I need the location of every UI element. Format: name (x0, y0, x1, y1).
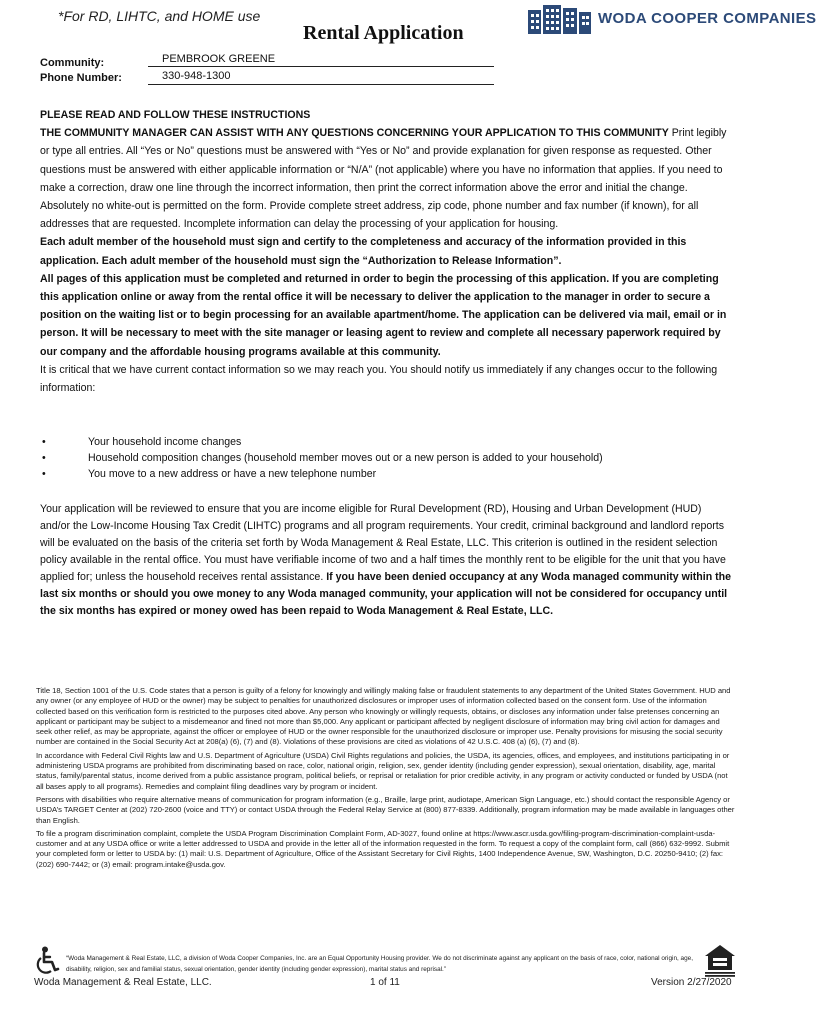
bullet-icon: • (42, 436, 46, 448)
community-label: Community: (40, 57, 105, 69)
title18-notice: Title 18, Section 1001 of the U.S. Code states that a person is guilty of a felony for knowingly and willingly making false or fraudulent statements to any department of the United States Government. HUD and any owner (or any employee of HUD or the owner) may be subject to penalties for unauthorized disclosures or improper uses of information collected based on the consent form. Use of the information collected based on this verification form is restricted to the purposes cited above. Any person who knowingly or willingly requests, obtains, or discloses any information under false pretenses concerning an applicant or participant may be subject to a misdemeanor and fined not more than $5,000. Any applicant or participant affected by negligent disclosure of information may bring civil action for damages and seek other relief, as may be appropriate, against the officer or employee of HUD or the owner responsible for the unauthorized disclosure or improper use. Penalty provisions for misusing the social security number are contained in the Social Security Act at 208(a) (6), (7) and (8). Violations of these provisions are cited as violations of 42 U.S.C. 408 (a) (6), (7) and (8). (36, 686, 731, 747)
phone-number-value: 330-948-1300 (162, 70, 231, 82)
contact-info-notice: It is critical that we have current contact information so we may reach you. You should notify us immediately if any changes occur to the following information: (40, 363, 718, 395)
complaint-filing-notice: To file a program discrimination complaint, complete the USDA Program Discrimination Complaint Form, AD-3027, found online at https://www.ascr.usda.gov/filing-program-discrimination-complaint-usda-customer and at any USDA office or write a letter addressed to USDA and provide in the letter all of the information requested in the form. To request a copy of the complaint form, call (866) 632-9992. Submit your completed form or letter to USDA by: (1) mail: U.S. Department of Agriculture, Office of the Assistant Secretary for Civil Rights, 1400 Independence Avenue, SW, Washington, D.C. 20250-9410; (2) fax: (202) 690-7442; or (3) email: program.intake@usda.gov. (36, 828, 730, 869)
eligibility-review-text: Your application will be reviewed to ensure that you are income eligible for Rural Development (RD), Housing and Urban Development (HUD) and/or the Low-Income Housing Tax Credit (LIHTC) programs and all program requirements. Your credit, criminal background and landlord reports will be evaluated on the basis of the criteria set forth by Woda Management & Real Estate, LLC. This criterion is outlined in the resident selection policy available in the rental office. You must have verifiable income of two and a half times the monthly rent to be eligible for the unit that you have applied for; unless the household receives rental assistance. (40, 503, 726, 583)
page-title: Rental Application (303, 22, 464, 44)
list-item (40, 434, 732, 450)
community-underline (148, 66, 494, 67)
community-value: PEMBROOK GREENE (162, 53, 276, 65)
bullet-icon: • (42, 452, 46, 464)
civil-rights-notice: In accordance with Federal Civil Rights law and U.S. Department of Agriculture (USDA) Civil Rights regulations and policies, the USDA, its agencies, offices, and employees, and institutions participating in or administering USDA programs are prohibited from discriminating based on race, color, national origin, religion, sex, gender identity (including gender expression), sexual orientation, disability, age, marital status, family/parental status, income derived from a public assistance program, political beliefs, or reprisal or retaliation for prior credible activity, in any program or activity conducted or funded by USDA (not all bases apply to all programs). Remedies and complaint filing deadlines vary by program or incident. (36, 750, 730, 791)
accessibility-icon (34, 946, 60, 976)
completion-notice: All pages of this application must be completed and returned in order to begin the processing of this application. If you are completing this application online or away from the rental office it will be necessary to deliver the application to the manager in order to secure a position on the waiting list or to begin processing for an available apartment/home. The application can be delivered via mail, email or in person. It will be necessary to meet with the site manager or leasing agent to review and complete all necessary paperwork required by our company and the affordable housing programs available at this community. (40, 272, 727, 358)
list-item-text: Your household income changes (88, 436, 242, 448)
instructions-paragraph (40, 124, 732, 233)
instructions-body: Print legibly or type all entries. All “Yes or No” questions must be answered with “Yes or No” and provide explanation for given response as requested. Other questions must be answered with either applicable information or “N/A” (not applicable) where you have no information that applies. If you need to make a correction, draw one line through the incorrect information, then print the correct information above the error and initial the change. Absolutely no white-out is permitted on the form. Provide complete street address, zip code, phone number and fax number (if known), for all addresses that are requested. Incomplete information can delay the processing of your application for housing. (40, 127, 727, 231)
version-label: Version 2/27/2020 (651, 977, 732, 988)
list-item (40, 466, 732, 482)
company-logo-text: WODA COOPER COMPANIES (598, 10, 816, 27)
eligibility-review-paragraph (40, 501, 732, 620)
list-item-text: Household composition changes (household member moves out or a new person is added to your household) (88, 452, 603, 464)
list-item (40, 450, 732, 466)
page-number: 1 of 11 (370, 977, 400, 988)
community-manager-heading: THE COMMUNITY MANAGER CAN ASSIST WITH ANY QUESTIONS CONCERNING YOUR APPLICATION TO THIS COMMUNITY (40, 127, 669, 140)
adult-signature-notice: Each adult member of the household must sign and certify to the completeness and accuracy of the information provided in this application. Each adult member of the household must sign the “Authorization to Release Information”. (40, 236, 687, 267)
instructions-heading: PLEASE READ AND FOLLOW THESE INSTRUCTIONS (40, 109, 311, 121)
disabilities-notice: Persons with disabilities who require alternative means of communication for program information (e.g., Braille, large print, audiotape, American Sign Language, etc.) should contact the responsible Agency or USDA’s TARGET Center at (202) 720-2600 (voice and TTY) or contact USDA through the Federal Relay Service at (800) 877-8339. Additionally, program information may be made available in languages other than English. (36, 794, 735, 825)
equal-housing-opportunity-icon (703, 943, 737, 977)
instructions-section (40, 106, 732, 397)
program-use-note: *For RD, LIHTC, and HOME use (58, 8, 261, 24)
phone-number-label: Phone Number: (40, 72, 122, 84)
footer-company: Woda Management & Real Estate, LLC. (34, 977, 212, 988)
prior-denial-notice: If you have been denied occupancy at any Woda managed community within the last six months or should you owe money to any Woda managed community, your application will not be considered for occupancy until the six months has expired or money owed has been repaid to Woda Management & Real Estate, LLC. (40, 571, 732, 617)
bullet-icon: • (42, 468, 46, 480)
legal-notices (36, 686, 736, 870)
phone-number-underline (148, 84, 494, 85)
list-item-text: You move to a new address or have a new telephone number (88, 468, 377, 480)
equal-housing-statement: “Woda Management & Real Estate, LLC, a division of Woda Cooper Companies, Inc. are an Equal Opportunity Housing provider. We do not discriminate against any applicant on the basis of race, color, national origin, age, disability, religion, sex and familial status, sexual orientation, gender identity (including gender expression), marital status and reprisal.” (66, 955, 693, 973)
change-notification-list (40, 434, 732, 482)
